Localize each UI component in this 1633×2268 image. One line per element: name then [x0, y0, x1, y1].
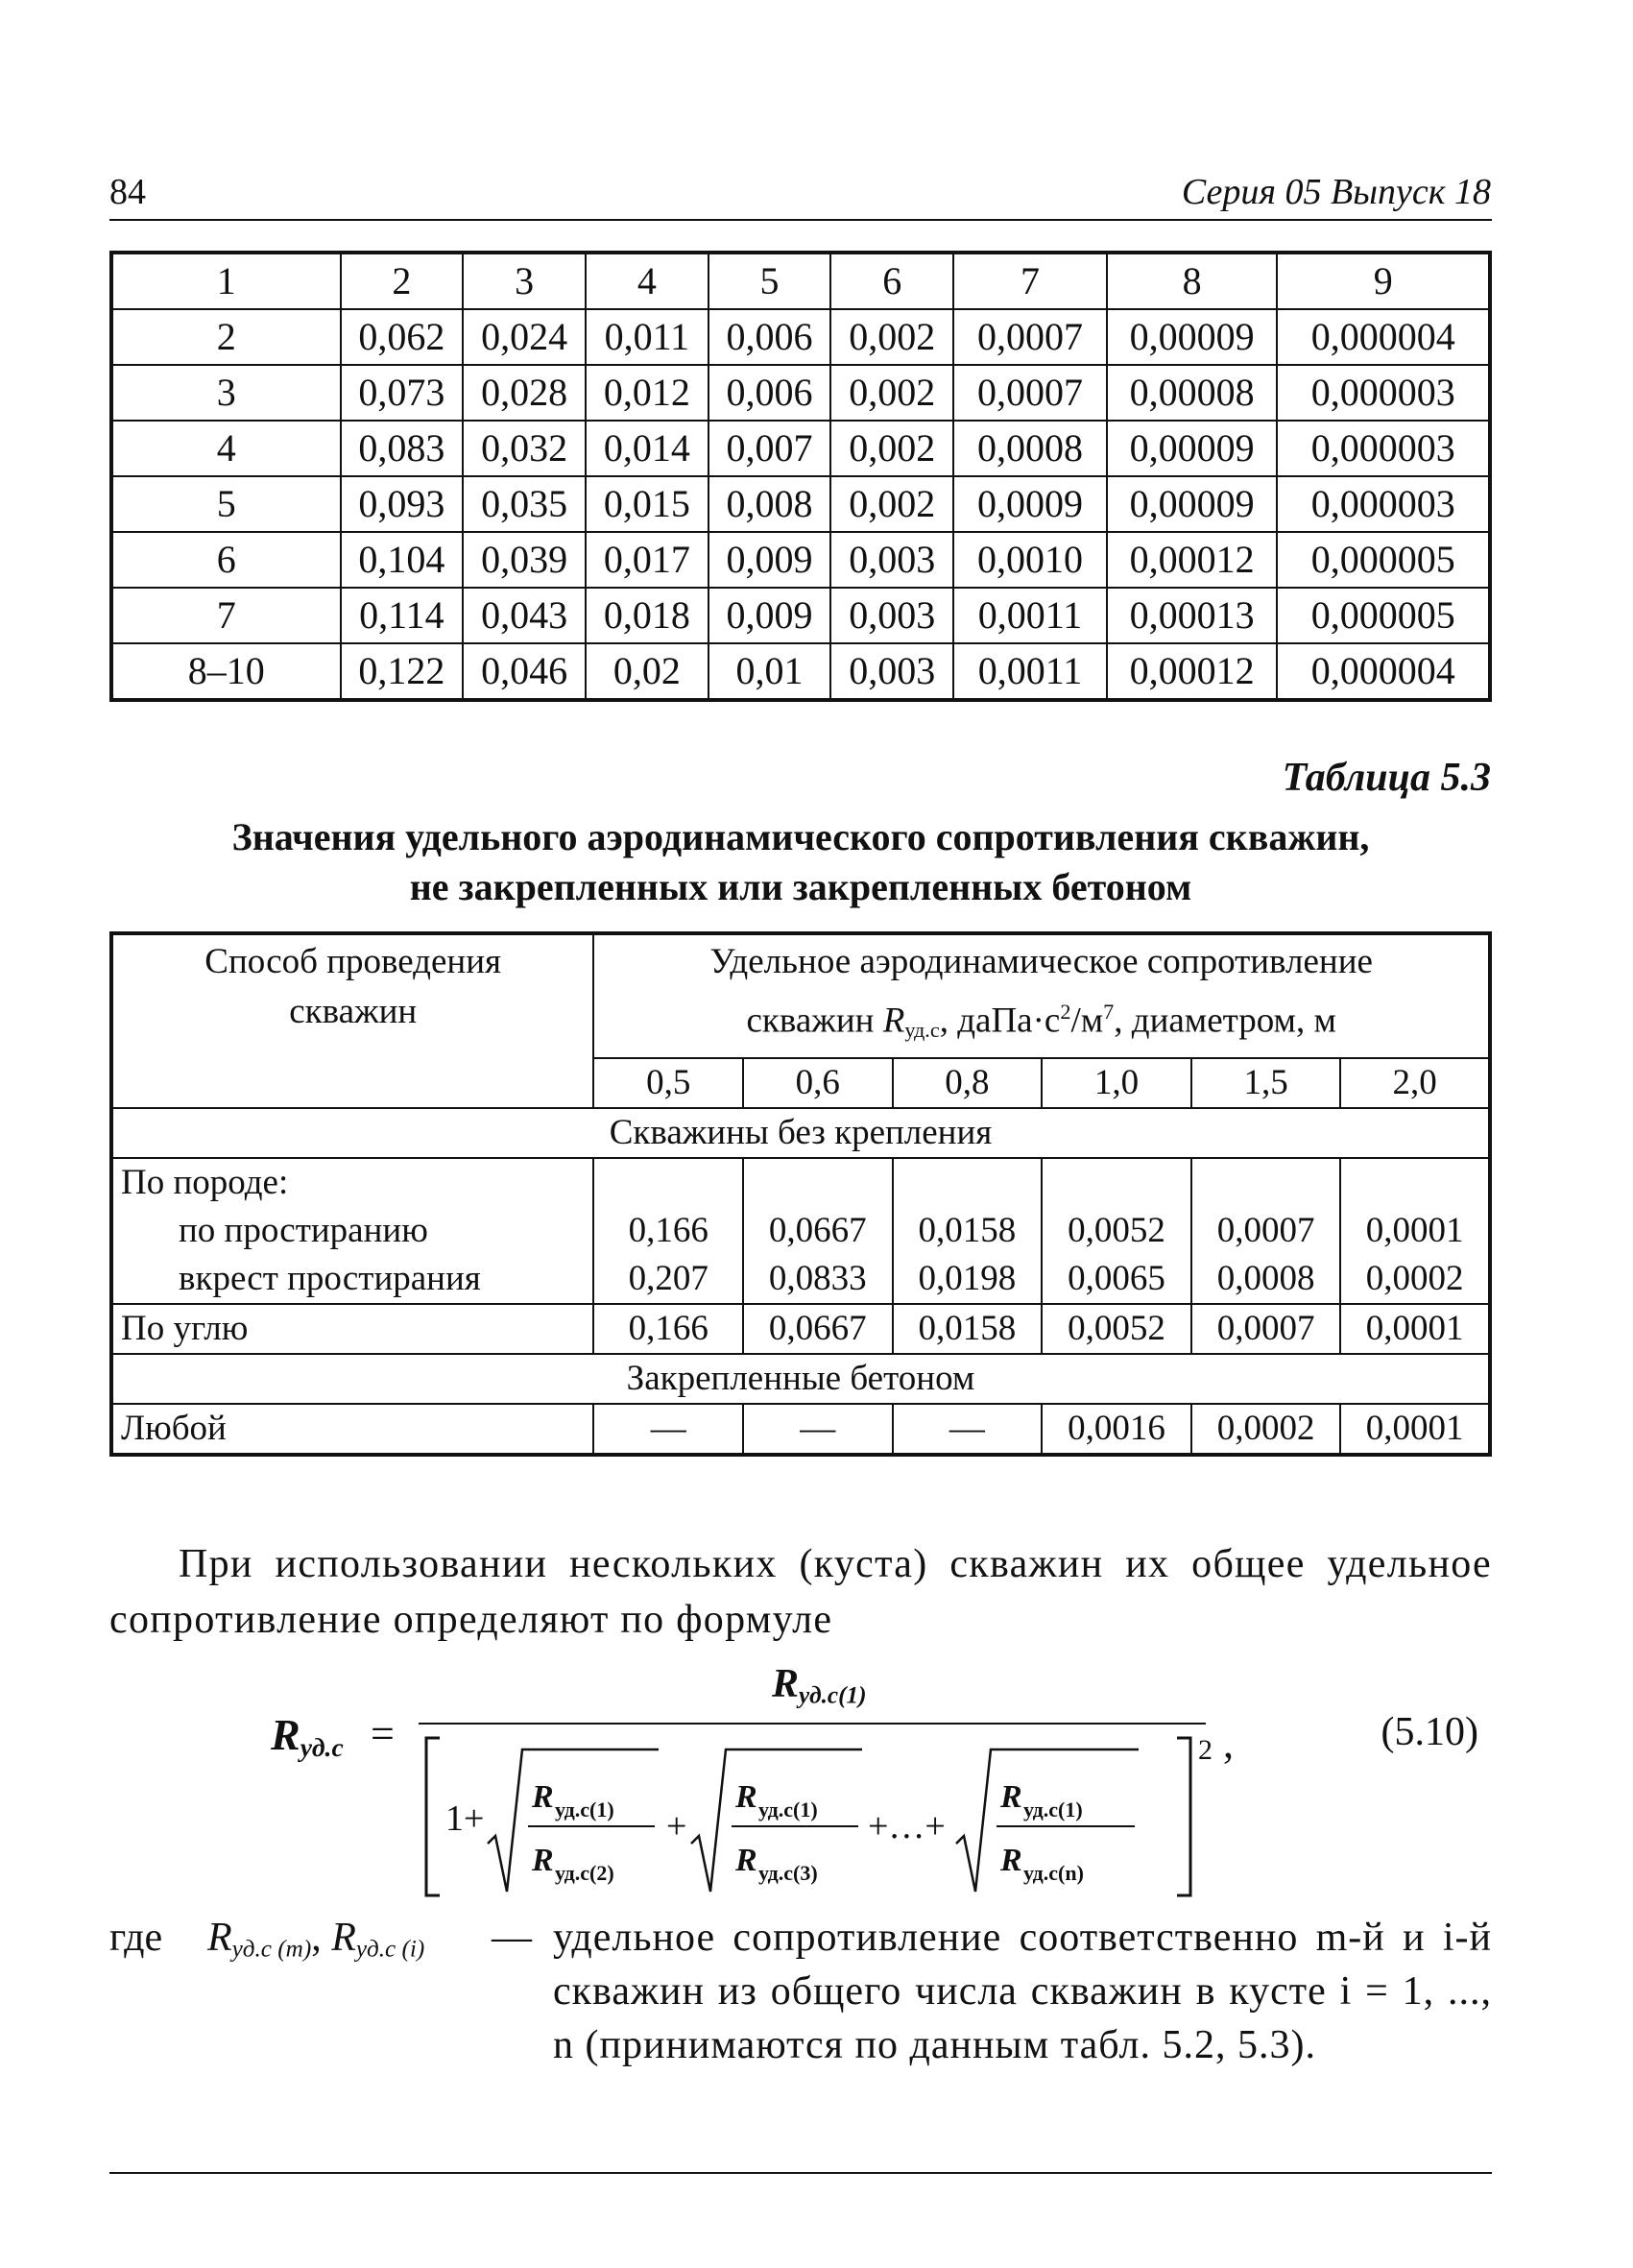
value-cell: 0,046	[463, 643, 586, 700]
value-cell: 0,083	[341, 421, 464, 476]
table-5-3	[109, 931, 1492, 1457]
page-number: 84	[109, 172, 146, 212]
value-cell: 0,093	[341, 476, 464, 532]
resistance-symbol: R	[882, 1001, 905, 1041]
radicand-2-num-sub: уд.с(1)	[758, 1798, 818, 1822]
left-bracket	[426, 1738, 440, 1895]
value-cell: 0,0667	[743, 1304, 893, 1354]
value-cell: 0,002	[830, 365, 953, 421]
header-rule	[109, 219, 1492, 221]
diameter-cell: 0,5	[593, 1058, 743, 1108]
value-cell: 0,0001	[1365, 1210, 1464, 1250]
table-row	[111, 532, 1490, 588]
radicand-n-num-sub: уд.с(1)	[1023, 1798, 1083, 1822]
value-cell: 0,015	[586, 476, 708, 532]
across-strike-label: вкрест простирания	[179, 1258, 481, 1298]
value-cell: 0,01	[708, 643, 831, 700]
value-cell: 0,0009	[953, 476, 1107, 532]
value-cell: 0,003	[830, 643, 953, 700]
value-cell: 0,002	[830, 421, 953, 476]
value-cell: 0,000005	[1277, 532, 1490, 588]
value-cell: 0,009	[708, 532, 831, 588]
section-concrete: Закрепленные бетоном	[111, 1354, 1490, 1404]
method-by-coal: По углю	[111, 1304, 593, 1354]
table-title-line-1: Значения удельного аэродинамического сопротивления скважин,	[231, 815, 1370, 858]
value-cell: 0,002	[830, 309, 953, 365]
value-cell: 0,0001	[1340, 1304, 1490, 1354]
value-cell: 0,035	[463, 476, 586, 532]
value-cell: 0,000003	[1277, 476, 1490, 532]
table-header-row	[111, 253, 1490, 309]
running-header: Серия 05 Выпуск 18	[1181, 172, 1491, 212]
value-cell: 0,00008	[1107, 365, 1278, 421]
table-row	[111, 421, 1490, 476]
header-method-text: Способ проведения скважин	[204, 942, 502, 1031]
value-cell: 0,0011	[953, 643, 1107, 700]
value-cell: 0,032	[463, 421, 586, 476]
diameter-cell: 1,5	[1191, 1058, 1341, 1108]
one-plus-label: 1+	[445, 1798, 485, 1839]
value-cell: 0,00012	[1107, 532, 1278, 588]
value-cell: 0,012	[586, 365, 708, 421]
value-cell: 0,104	[341, 532, 464, 588]
column-number-cell: 8	[1107, 253, 1278, 309]
radicand-n-den-sub: уд.с(n)	[1023, 1861, 1084, 1885]
value-cell: 0,0002	[1191, 1404, 1341, 1455]
value-cell: 0,00009	[1107, 309, 1278, 365]
value-cell: 0,0158	[893, 1304, 1043, 1354]
value-cell: 0,114	[341, 588, 464, 643]
value-cell: 0,009	[708, 588, 831, 643]
value-cell: 0,0001	[1340, 1404, 1490, 1455]
value-cell: 0,018	[586, 588, 708, 643]
row-label-cell: 8–10	[111, 643, 341, 700]
table-label: Таблица 5.3	[1282, 756, 1491, 800]
value-cell: 0,0008	[1216, 1258, 1315, 1298]
value-cell: 0,006	[708, 309, 831, 365]
along-strike-label: по простиранию	[179, 1210, 428, 1250]
value-cell: 0,073	[341, 365, 464, 421]
value-cell: 0,00012	[1107, 643, 1278, 700]
rock-values-cell	[743, 1158, 893, 1304]
formula-comma: ,	[1223, 1720, 1234, 1767]
formula-numerator-subscript: уд.с(1)	[799, 1682, 867, 1709]
radicand-n-den: R	[1000, 1843, 1022, 1878]
value-cell: —	[893, 1404, 1043, 1455]
table-row	[111, 365, 1490, 421]
radicand-2-den: R	[735, 1843, 757, 1878]
value-cell: 0,0007	[1191, 1304, 1341, 1354]
value-cell: 0,0016	[1042, 1404, 1191, 1455]
formula-denominator	[419, 1730, 1213, 1903]
value-cell: 0,122	[341, 643, 464, 700]
value-cell: 0,003	[830, 588, 953, 643]
table-row	[111, 309, 1490, 365]
header-resistance-line-1: Удельное аэродинамическое сопротивление	[709, 942, 1373, 981]
radicand-1-den: R	[532, 1843, 554, 1878]
row-label-cell: 7	[111, 588, 341, 643]
value-cell: 0,000004	[1277, 643, 1490, 700]
value-cell: 0,024	[463, 309, 586, 365]
symbol-r-i-sub: уд.с (i)	[355, 1936, 425, 1963]
power-label: 2	[1198, 1734, 1213, 1766]
formula-numerator	[772, 1661, 866, 1709]
unit-sup-2: 2	[1060, 1000, 1071, 1024]
diameter-cell: 0,6	[743, 1058, 893, 1108]
value-cell: 0,0065	[1068, 1258, 1165, 1298]
header-wells-word: скважин	[746, 1001, 875, 1041]
value-cell: 0,166	[628, 1210, 708, 1250]
column-number-cell: 2	[341, 253, 464, 309]
header-resistance	[593, 933, 1490, 1058]
symbol-r-m-sub: уд.с (m)	[231, 1936, 312, 1963]
method-by-rock	[111, 1158, 593, 1304]
value-cell: 0,062	[341, 309, 464, 365]
value-cell: 0,0008	[953, 421, 1107, 476]
value-cell: 0,0833	[768, 1258, 867, 1298]
value-cell: 0,043	[463, 588, 586, 643]
where-symbols	[207, 1911, 424, 1976]
value-cell: 0,0198	[918, 1258, 1017, 1298]
value-cell: 0,0011	[953, 588, 1107, 643]
formula-lhs-symbol: R	[271, 1710, 300, 1759]
right-bracket	[1177, 1738, 1190, 1895]
where-label: где	[109, 1916, 163, 1960]
symbol-r-m: R	[207, 1916, 232, 1960]
value-cell: 0,028	[463, 365, 586, 421]
row-label-cell: 5	[111, 476, 341, 532]
value-cell: —	[593, 1404, 743, 1455]
column-number-cell: 3	[463, 253, 586, 309]
formula-5-10	[109, 1661, 1492, 1901]
value-cell: 0,014	[586, 421, 708, 476]
value-cell: —	[743, 1404, 893, 1455]
value-cell: 0,0010	[953, 532, 1107, 588]
unit-sup-7: 7	[1103, 1000, 1115, 1024]
row-label-cell: 6	[111, 532, 341, 588]
rock-values-cell	[593, 1158, 743, 1304]
rock-values-cell	[1042, 1158, 1191, 1304]
symbol-sep: ,	[311, 1916, 332, 1960]
row-label-cell: 3	[111, 365, 341, 421]
column-number-cell: 7	[953, 253, 1107, 309]
value-cell: 0,166	[593, 1304, 743, 1354]
value-cell: 0,0007	[953, 309, 1107, 365]
header-method	[111, 933, 593, 1108]
value-cell: 0,006	[708, 365, 831, 421]
section-unlined: Скважины без крепления	[111, 1108, 1490, 1158]
diameter-cell: 0,8	[893, 1058, 1043, 1108]
radicand-2-den-sub: уд.с(3)	[758, 1861, 818, 1885]
header-resistance-line-2	[594, 987, 1488, 1055]
value-cell: 0,00009	[1107, 476, 1278, 532]
value-cell: 0,0158	[918, 1210, 1017, 1250]
unit-part-3: , диаметром, м	[1114, 1001, 1336, 1041]
value-cell: 0,007	[708, 421, 831, 476]
value-cell: 0,02	[586, 643, 708, 700]
unit-part-2: /м	[1070, 1001, 1104, 1041]
footer-rule	[109, 2172, 1492, 2174]
value-cell: 0,0007	[953, 365, 1107, 421]
value-cell: 0,003	[830, 532, 953, 588]
radicand-1-num: R	[532, 1779, 554, 1815]
formula-lhs-subscript: уд.с	[300, 1731, 344, 1762]
method-any: Любой	[111, 1404, 593, 1455]
value-cell: 0,008	[708, 476, 831, 532]
column-number-cell: 4	[586, 253, 708, 309]
value-cell: 0,011	[586, 309, 708, 365]
unit-part-1: , даПа·с	[939, 1001, 1061, 1041]
rock-values-cell	[1191, 1158, 1341, 1304]
value-cell: 0,00009	[1107, 421, 1278, 476]
by-rock-label: По породе:	[121, 1162, 289, 1202]
resistance-symbol-subscript: уд.с	[904, 1017, 940, 1042]
radicand-1-den-sub: уд.с(2)	[555, 1861, 614, 1885]
diameter-cell: 1,0	[1042, 1058, 1191, 1108]
value-cell: 0,017	[586, 532, 708, 588]
formula-numerator-symbol: R	[772, 1662, 800, 1706]
radicand-1-num-sub: уд.с(1)	[555, 1798, 614, 1822]
row-label-cell: 4	[111, 421, 341, 476]
value-cell: 0,039	[463, 532, 586, 588]
radicand-n-num: R	[1000, 1779, 1022, 1815]
value-cell: 0,0052	[1042, 1304, 1191, 1354]
formula-equals: =	[371, 1710, 395, 1757]
symbol-r-i: R	[331, 1916, 356, 1960]
where-dash: —	[492, 1916, 532, 1960]
plus-sign: +	[666, 1806, 687, 1846]
table-row	[111, 643, 1490, 700]
table-row	[111, 588, 1490, 643]
diameter-cell: 2,0	[1340, 1058, 1490, 1108]
value-cell: 0,000004	[1277, 309, 1490, 365]
column-number-cell: 9	[1277, 253, 1490, 309]
rock-values-cell	[893, 1158, 1043, 1304]
ellipsis-sign: +…+	[868, 1806, 946, 1846]
column-number-cell: 5	[708, 253, 831, 309]
table-row	[111, 476, 1490, 532]
formula-lhs	[271, 1709, 344, 1763]
value-cell: 0,207	[628, 1258, 708, 1298]
column-number-cell: 6	[830, 253, 953, 309]
table-title-line-2: не закрепленных или закрепленных бетоном	[409, 865, 1192, 908]
value-cell: 0,0007	[1216, 1210, 1315, 1250]
body-paragraph: При использовании нескольких (куста) скважин их общее удельное сопротивление определяют по формуле	[109, 1542, 1492, 1642]
value-cell: 0,002	[830, 476, 953, 532]
table-title	[109, 812, 1492, 912]
row-label-cell: 2	[111, 309, 341, 365]
value-cell: 0,000005	[1277, 588, 1490, 643]
value-cell: 0,0052	[1068, 1210, 1165, 1250]
value-cell: 0,0002	[1365, 1258, 1464, 1298]
column-number-cell: 1	[111, 253, 341, 309]
value-cell: 0,000003	[1277, 365, 1490, 421]
radicand-2-num: R	[735, 1779, 757, 1815]
where-definition: удельное сопротивление соответственно m-й и i-й скважин из общего числа скважин в кусте i = 1, ..., n (принимаются по данным табл. 5.2, 5.3).	[553, 1916, 1492, 2067]
formula-fraction-bar	[419, 1723, 1206, 1725]
formula-number: (5.10)	[1381, 1710, 1478, 1754]
value-cell: 0,00013	[1107, 588, 1278, 643]
table-5-2-continuation	[109, 251, 1492, 702]
rock-values-cell	[1340, 1158, 1490, 1304]
value-cell: 0,000003	[1277, 421, 1490, 476]
value-cell: 0,0667	[768, 1210, 867, 1250]
